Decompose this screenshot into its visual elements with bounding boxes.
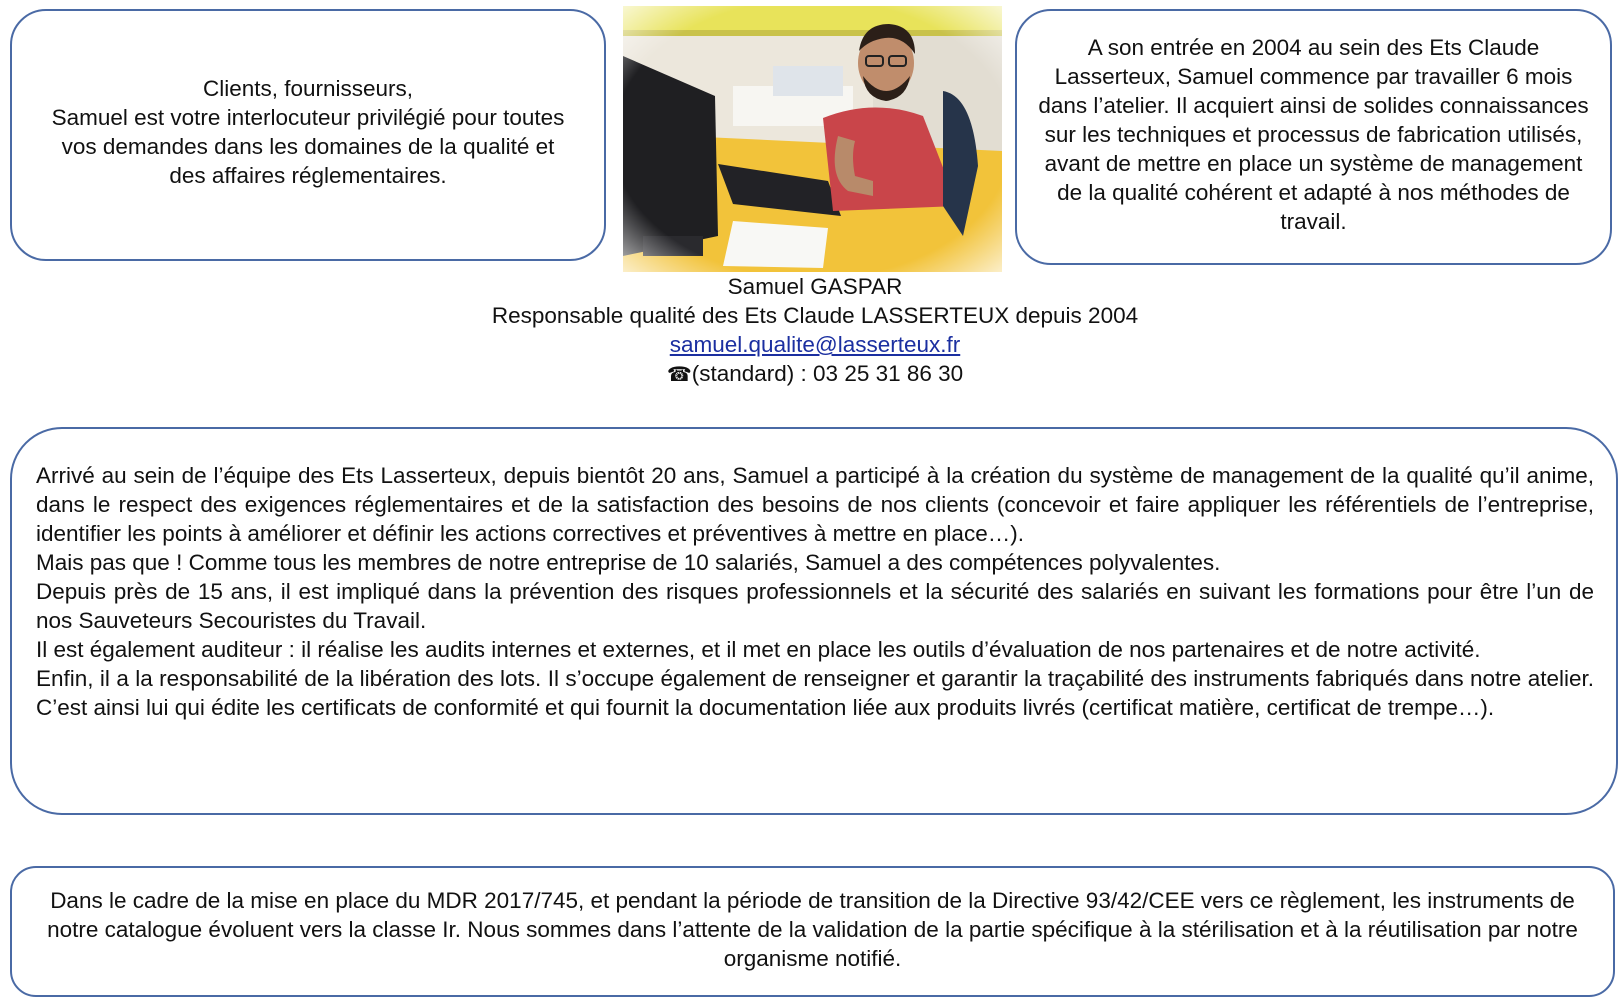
intro-line-1: Clients, fournisseurs,: [202, 76, 414, 101]
phone-line: [420, 359, 1210, 390]
phone-icon: ☎: [666, 364, 692, 386]
profile-caption: [420, 272, 1210, 390]
intro-text: [48, 74, 568, 190]
phone-text: (standard) : 03 25 31 86 30: [691, 361, 964, 386]
details-box: [10, 427, 1618, 815]
profile-title: Responsable qualité des Ets Claude LASSERTEUX depuis 2004: [491, 303, 1139, 328]
details-paragraph-3: Depuis près de 15 ans, il est impliqué dans la prévention des risques professionnels et la sécurité des salariés en suivant les formations pour être l’un de nos Sauveteurs Secouristes du Travail.: [36, 579, 1594, 633]
details-paragraph-2: Mais pas que ! Comme tous les membres de notre entreprise de 10 salariés, Samuel a des compétences polyvalentes.: [36, 550, 1221, 575]
details-paragraph-1: Arrivé au sein de l’équipe des Ets Lasserteux, depuis bientôt 20 ans, Samuel a participé à la création du système de management de la qualité qu’il anime, dans le respect des exigences réglementaires et de la satisfaction des besoins de nos clients (concevoir et faire appliquer les référentiels de l’entreprise, identifier les points à améliorer et définir les actions correctives et préventives à mettre en place…).: [36, 463, 1594, 546]
profile-name: Samuel GASPAR: [727, 274, 903, 299]
regulation-box: [10, 866, 1615, 997]
details-paragraph-4: Il est également auditeur : il réalise les audits internes et externes, et il met en place les outils d’évaluation de nos partenaires et de notre activité.: [36, 637, 1481, 662]
intro-box: [10, 9, 606, 261]
email-link[interactable]: samuel.qualite@lasserteux.fr: [669, 332, 961, 357]
person-photo: [623, 6, 1002, 272]
intro-line-2: Samuel est votre interlocuteur privilégié pour toutes vos demandes dans les domaines de la qualité et des affaires réglementaires.: [51, 105, 565, 188]
history-text: A son entrée en 2004 au sein des Ets Claude Lasserteux, Samuel commence par travailler 6 mois dans l’atelier. Il acquiert ainsi de solides connaissances sur les techniques et processus de fabrication utilisés, avant de mettre en place un système de management de la qualité cohérent et adapté à nos méthodes de travail.: [1038, 34, 1589, 234]
details-paragraph-5: Enfin, il a la responsabilité de la libération des lots. Il s’occupe également de renseigner et garantir la traçabilité des instruments fabriqués dans notre atelier. C’est ainsi lui qui édite les certificats de conformité et qui fournit la documentation liée aux produits livrés (certificat matière, certificat de trempe…).: [36, 666, 1594, 720]
regulation-text: Dans le cadre de la mise en place du MDR 2017/745, et pendant la période de transition de la Directive 93/42/CEE vers ce règlement, les instruments de notre catalogue évoluent vers la classe Ir. Nous sommes dans l’attente de la validation de la partie spécifique à la stérilisation et à la réutilisation par notre organisme notifié.: [47, 888, 1578, 971]
history-box: [1015, 9, 1612, 265]
